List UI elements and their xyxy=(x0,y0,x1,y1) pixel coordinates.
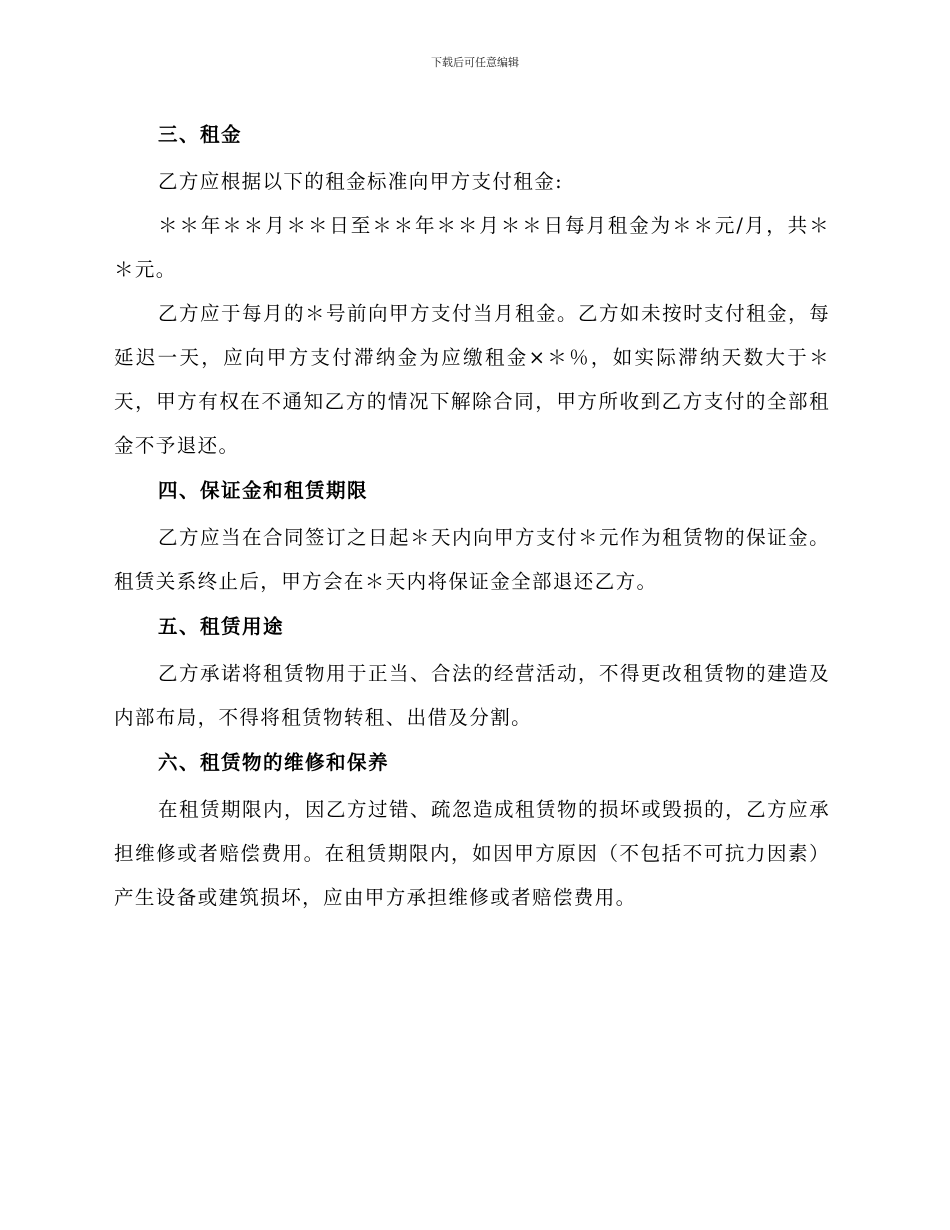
section-3-paragraph-3: 乙方应于每月的＊号前向甲方支付当月租金。乙方如未按时支付租金，每延迟一天，应向甲方支付滞纳金为应缴租金×＊％，如实际滞纳天数大于＊天，甲方有权在不通知乙方的情况下解除合同，甲方所收到乙方支付的全部租金不予退还。 xyxy=(114,302,830,457)
document-body xyxy=(114,112,830,920)
section-3-paragraph-1: 乙方应根据以下的租金标准向甲方支付租金: xyxy=(158,170,564,193)
section-4-title: 四、保证金和租赁期限 xyxy=(158,479,369,502)
header-note: 下载后可任意编辑 xyxy=(431,56,519,69)
section-4-paragraph-1: 乙方应当在合同签订之日起＊天内向甲方支付＊元作为租赁物的保证金。租赁关系终止后，甲方会在＊天内将保证金全部退还乙方。 xyxy=(114,526,830,593)
section-5-paragraph-1: 乙方承诺将租赁物用于正当、合法的经营活动，不得更改租赁物的建造及内部布局，不得将租赁物转租、出借及分割。 xyxy=(114,662,830,729)
section-3-paragraph-2: ＊＊年＊＊月＊＊日至＊＊年＊＊月＊＊日每月租金为＊＊元/月，共＊＊元。 xyxy=(114,214,830,281)
section-6-title: 六、租赁物的维修和保养 xyxy=(158,751,390,774)
section-6-paragraph-1: 在租赁期限内，因乙方过错、疏忽造成租赁物的损坏或毁损的，乙方应承担维修或者赔偿费用。在租赁期限内，如因甲方原因（不包括不可抗力因素）产生设备或建筑损坏，应由甲方承担维修或者赔偿费用。 xyxy=(114,798,830,909)
section-3-title: 三、租金 xyxy=(158,123,243,146)
section-5-title: 五、租赁用途 xyxy=(158,615,285,638)
